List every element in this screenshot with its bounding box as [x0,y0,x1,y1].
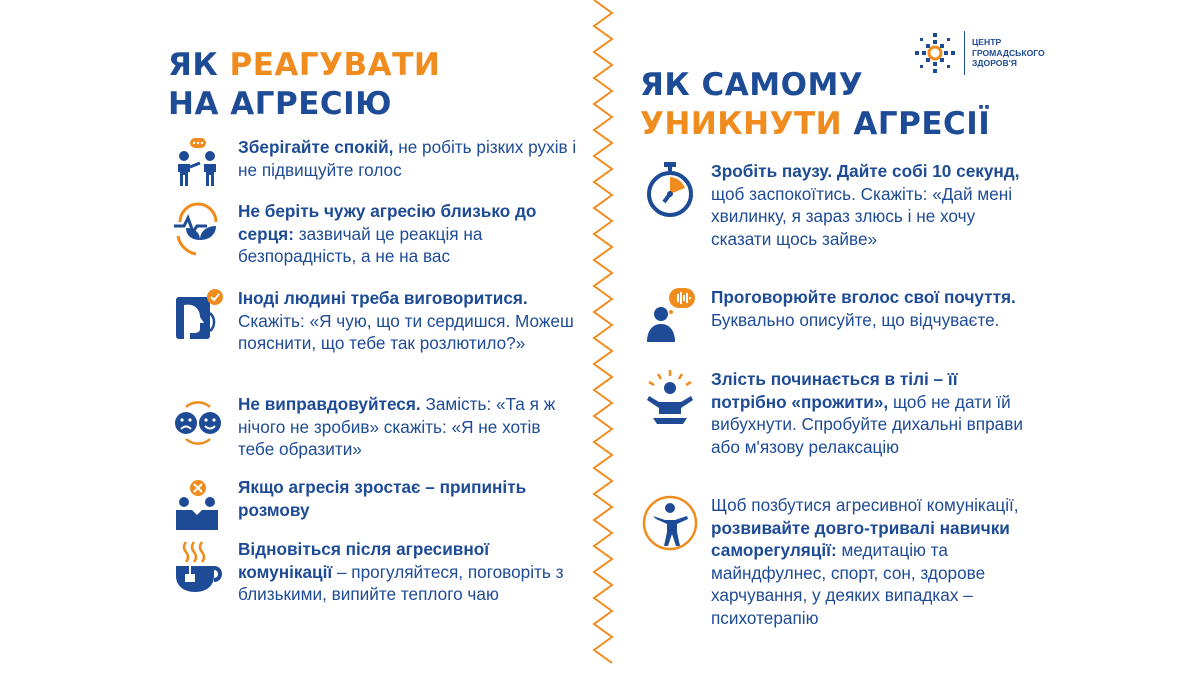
left-item-1-rest: не робіть різких рухів і не підвищуйте голос [238,137,577,180]
left-item-6-text [238,538,578,606]
right-title-part-1: УНИКНУТИ [640,106,854,142]
left-title-part-2: РЕАГУВАТИ [229,47,441,83]
left-item-2-rest: зазвичай це реакція на безпорадність, а не на вас [238,223,483,267]
person-voice-icon [641,286,699,344]
right-item-4 [641,494,1036,630]
left-item-1 [168,136,578,194]
right-title [640,66,990,144]
right-item-3 [641,368,1036,458]
right-item-2 [641,286,1036,344]
left-item-2-bold: Не беріть чужу агресію близько до серця: [238,201,537,244]
left-item-3-rest: Скажіть: «Я чую, що ти сердишся. Можеш пояснити, що тебе так розлютило?» [238,310,574,354]
stop-conversation-icon [168,476,226,534]
right-title-part-2: АГРЕСІЇ [853,106,991,142]
left-item-6-bold: Відновіться після агресивної комунікації [238,539,490,582]
mood-swap-icon [168,393,226,451]
left-item-6 [168,538,578,606]
zigzag-divider [590,0,616,675]
left-title-part-1: ЯК [168,47,230,83]
logo-text [972,37,1045,69]
right-item-2-text [711,286,1036,331]
left-item-5-bold: Якщо агресія зростає – припиніть розмову [238,477,527,520]
left-item-3 [168,287,578,355]
heart-plant-icon [168,200,226,258]
left-item-5-text [238,476,578,521]
right-item-2-rest: Буквально описуйте, що відчуваєте. [711,309,1000,330]
right-item-2-bold: Проговорюйте вголос свої почуття. [711,287,1016,307]
right-title-line-1: ЯК САМОМУ [640,67,864,103]
right-item-3-bold: Злість починається в тілі – її потрібно «прожити», [711,369,958,412]
right-item-1 [641,160,1036,250]
left-item-5 [168,476,578,534]
left-item-4-bold: Не виправдовуйтеся. [238,394,421,414]
people-talking-icon [168,136,226,194]
right-item-1-bold: Зробіть паузу. Дайте собі 10 секунд, [711,161,1020,181]
left-item-1-bold: Зберігайте спокій, [238,137,394,157]
left-item-4-rest: Замість: «Та я ж нічого не зробив» скажіть: «Я не хотів тебе образити» [238,394,556,460]
left-item-6-rest: – прогуляйтеся, поговоріть з близькими, випийте теплого чаю [238,561,564,605]
left-item-3-text [238,287,578,355]
left-item-4-text [238,393,578,461]
speaking-head-icon [168,287,226,345]
left-item-2-text [238,200,578,268]
logo-line-1: ЦЕНТР [972,37,1002,48]
stopwatch-icon [641,160,699,218]
logo-line-3: ЗДОРОВ'Я [972,58,1017,69]
right-item-4-text [711,494,1036,630]
right-item-4-pre: Щоб позбутися агресивної комунікації, [711,495,1019,515]
right-item-4-rest: медитацію та майндфулнес, спорт, сон, здорове харчування, у деяких випадках – психотерапію [711,540,986,628]
meditation-icon [641,368,699,426]
right-item-1-rest: щоб заспокоїтись. Скажіть: «Дай мені хвилинку, я зараз злюсь і не хочу сказати щось зайве» [711,183,1013,249]
left-item-4 [168,393,578,461]
right-item-4-bold: розвивайте довго-тривалі навички саморегуляції: [711,517,1010,561]
left-title-line-2: НА АГРЕСІЮ [168,86,393,122]
self-regulation-icon [641,494,699,552]
left-title [168,46,440,124]
logo-line-2: ГРОМАДСЬКОГО [972,47,1045,58]
tea-cup-icon [168,538,226,596]
left-item-2 [168,200,578,268]
right-item-3-text [711,368,1036,458]
left-item-3-bold: Іноді людині треба виговоритися. [238,288,528,308]
right-item-3-rest: щоб не дати їй вибухнути. Спробуйте дихальні вправи або м'язову релаксацію [711,391,1023,457]
left-item-1-text [238,136,578,181]
right-item-1-text [711,160,1036,250]
